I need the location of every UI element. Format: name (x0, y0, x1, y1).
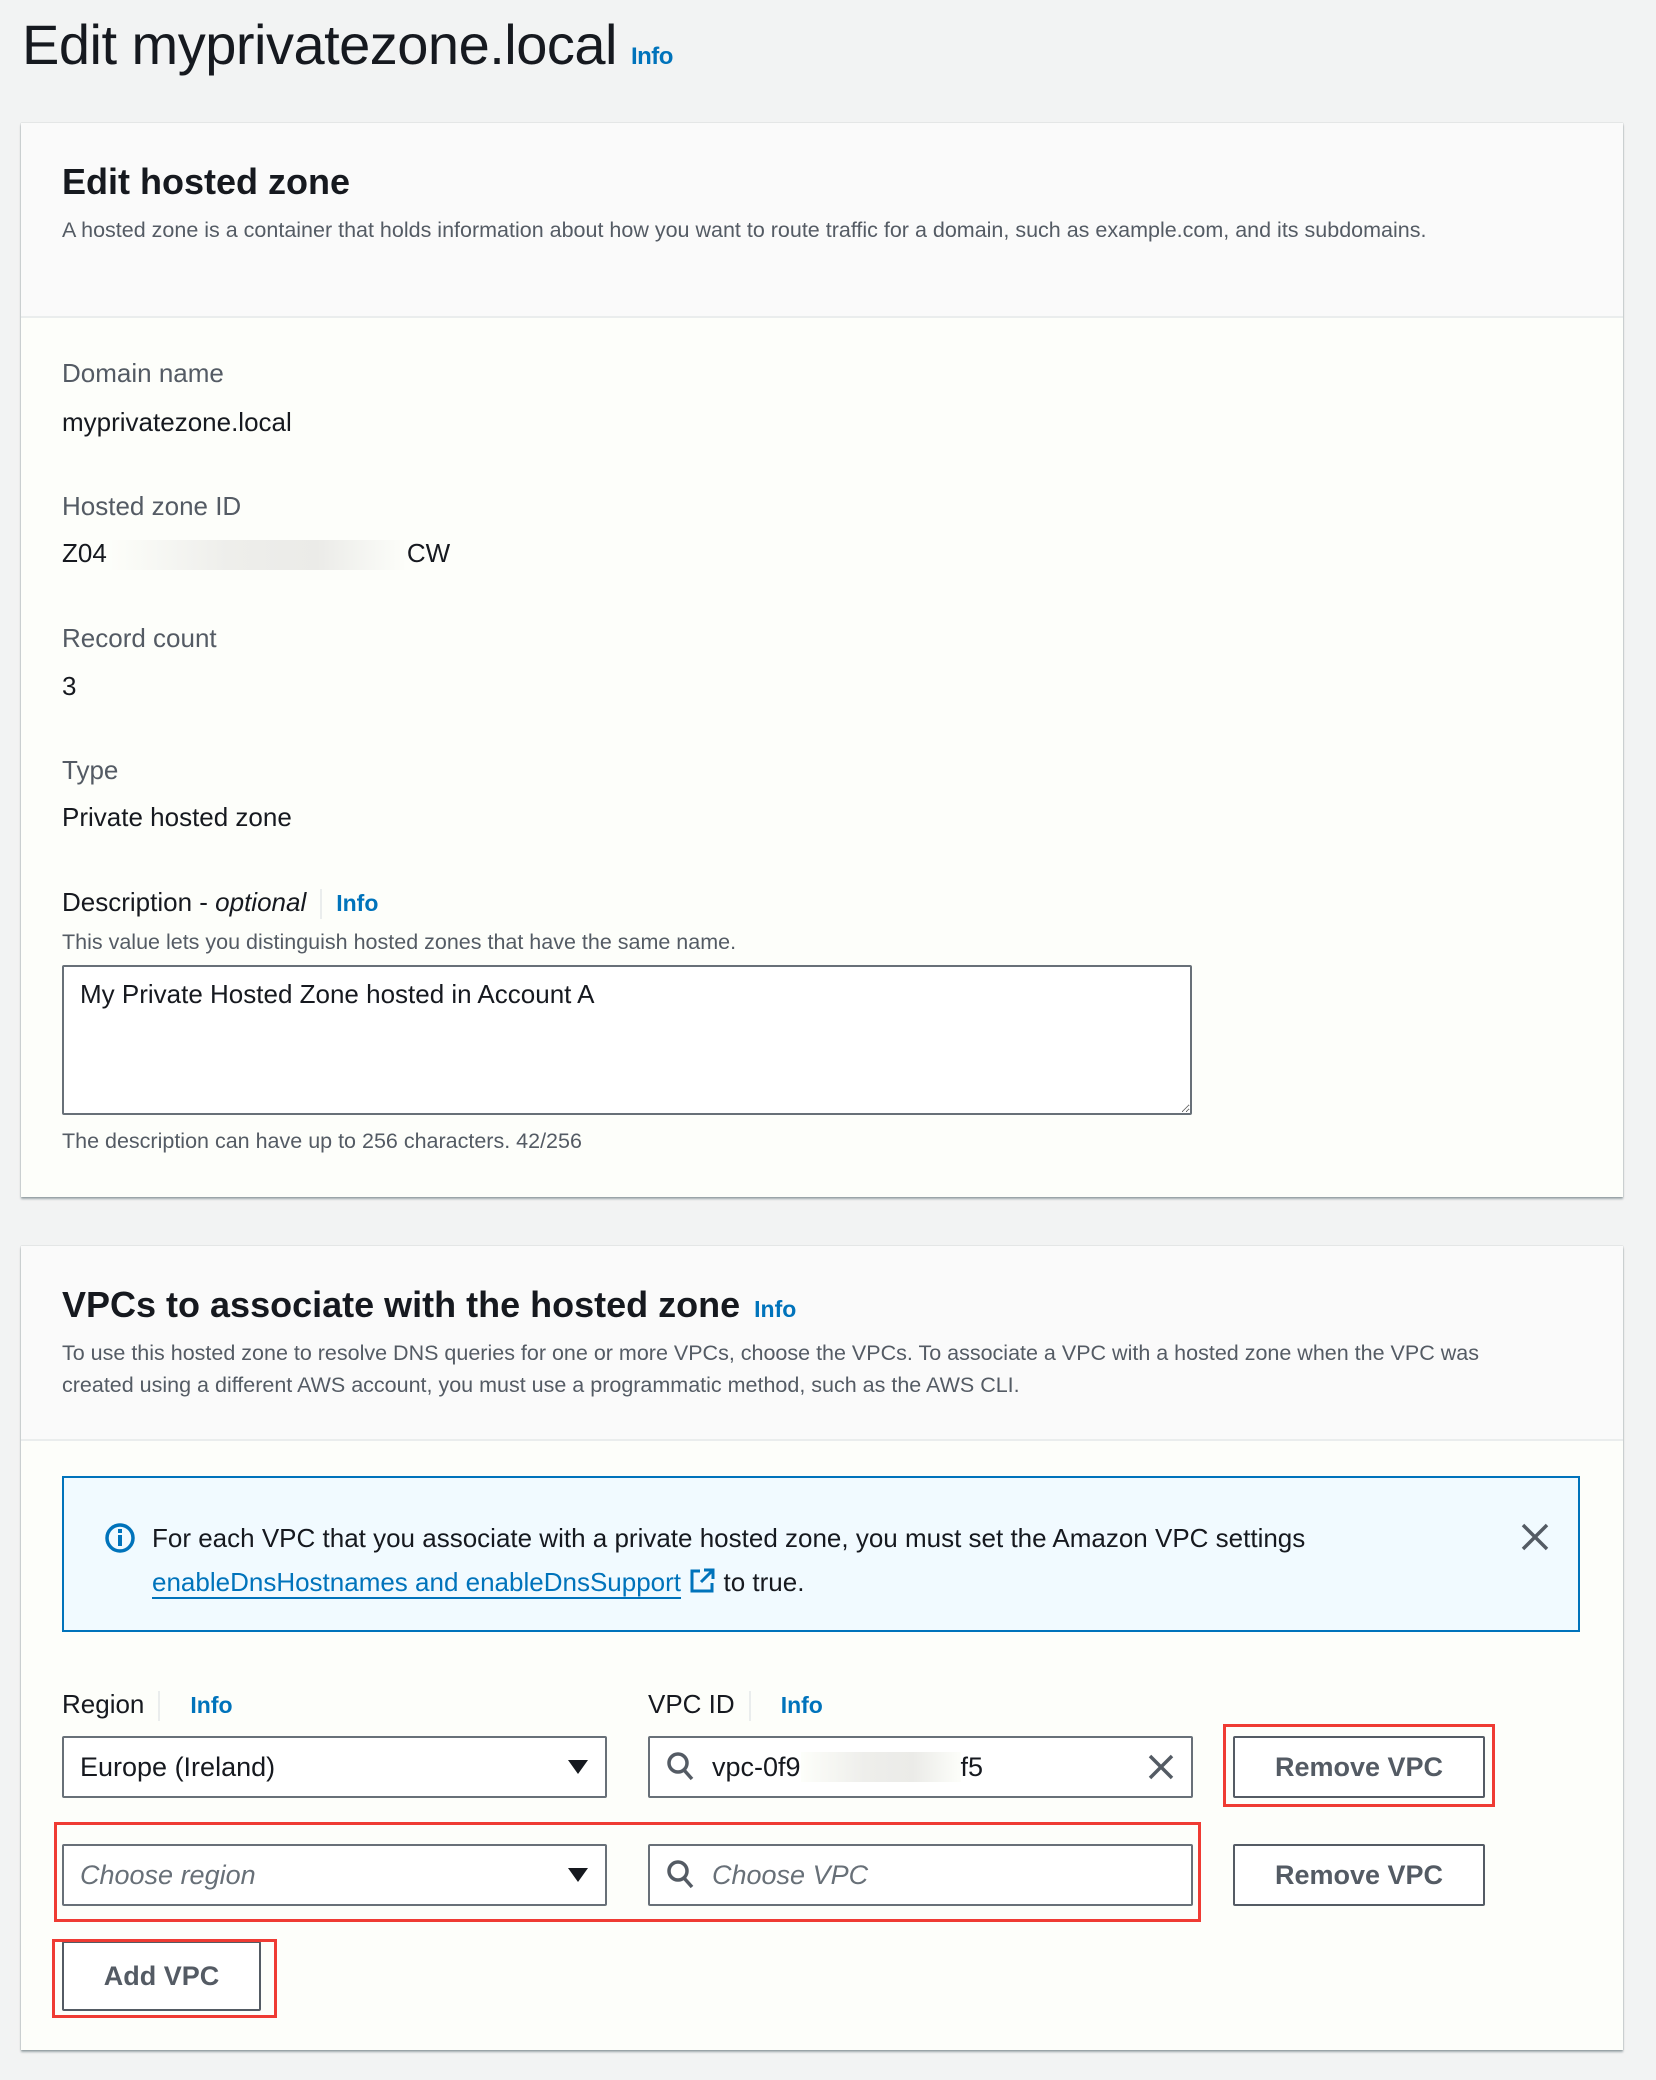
vpcs-panel (21, 1246, 1623, 2050)
zone-id-prefix: Z04 (62, 538, 107, 568)
add-vpc-button[interactable]: Add VPC (62, 1941, 261, 2011)
zone-id-label: Hosted zone ID (62, 491, 242, 521)
domain-name-value: myprivatezone.local (62, 407, 292, 437)
vpc-id-input[interactable] (648, 1736, 1193, 1798)
page-title-text: Edit myprivatezone.local (22, 13, 617, 76)
description-info-link[interactable]: Info (336, 890, 379, 916)
search-icon (666, 1751, 696, 1783)
region-select[interactable] (62, 1736, 607, 1798)
record-count-value: 3 (62, 671, 77, 701)
divider (158, 1691, 160, 1721)
alert-text-end: to true. (723, 1567, 805, 1597)
region-placeholder: Choose region (80, 1859, 256, 1890)
region-info-link[interactable]: Info (190, 1692, 233, 1718)
panel-heading (62, 1284, 796, 1326)
description-label-text: Description - (62, 887, 216, 917)
highlight-box (54, 1822, 1201, 1922)
record-count-label: Record count (62, 623, 217, 653)
highlight-box (1223, 1724, 1495, 1807)
vpc-id-label-text: VPC ID (648, 1689, 735, 1719)
remove-vpc-button[interactable]: Remove VPC (1233, 1736, 1485, 1798)
region-value: Europe (Ireland) (80, 1751, 276, 1782)
vpc-info-link[interactable]: Info (780, 1692, 823, 1718)
type-value: Private hosted zone (62, 802, 292, 832)
vpcs-info-link[interactable]: Info (754, 1296, 797, 1322)
dns-settings-link[interactable]: enableDnsHostnames and enableDnsSupport (152, 1567, 682, 1597)
description-label (62, 887, 378, 919)
optional-text: optional (215, 887, 307, 917)
vpc-placeholder: Choose VPC (712, 1859, 869, 1890)
vpc-id-label (648, 1689, 823, 1721)
panel-heading: Edit hosted zone (62, 161, 350, 202)
highlight-box (52, 1939, 277, 2018)
type-label: Type (62, 755, 119, 785)
caret-down-icon (567, 1758, 589, 1776)
info-alert (62, 1476, 1580, 1632)
vpcs-heading-text: VPCs to associate with the hosted zone (62, 1284, 741, 1325)
region-label-text: Region (62, 1689, 145, 1719)
panel-description: To use this hosted zone to resolve DNS queries for one or more VPCs, choose the VPCs. To associate a VPC with a hosted zone when the VPC was created using a different AWS account, you must use a programmatic method, such as the AWS CLI. (62, 1341, 1479, 1397)
page-info-link[interactable]: Info (630, 43, 673, 70)
panel-header (21, 1246, 1623, 1441)
external-link-icon (688, 1567, 716, 1595)
page-title (22, 12, 673, 77)
panel-header (21, 123, 1623, 318)
redaction (107, 540, 407, 570)
remove-vpc-button[interactable]: Remove VPC (1233, 1844, 1485, 1906)
alert-text (152, 1516, 1305, 1604)
vpc-id-prefix: vpc-0f9 (712, 1751, 801, 1782)
description-hint: This value lets you distinguish hosted zones that have the same name. (62, 930, 737, 954)
description-constraint: The description can have up to 256 characters. 42/256 (62, 1129, 582, 1153)
panel-description: A hosted zone is a container that holds information about how you want to route traffic for a domain, such as example.com, and its subdomains. (62, 218, 1427, 242)
redaction (801, 1752, 961, 1782)
description-input[interactable] (62, 965, 1192, 1115)
alert-text-line: For each VPC that you associate with a private hosted zone, you must set the Amazon VPC settings (152, 1523, 1306, 1553)
domain-name-label: Domain name (62, 358, 224, 388)
edit-hosted-zone-panel (21, 123, 1623, 1197)
clear-icon[interactable] (1147, 1753, 1175, 1781)
zone-id-value (62, 538, 450, 570)
divider (320, 889, 322, 919)
close-icon[interactable] (1520, 1522, 1550, 1552)
region-label (62, 1689, 233, 1721)
vpc-id-suffix: f5 (960, 1751, 984, 1782)
zone-id-suffix: CW (406, 538, 451, 568)
info-circle-icon (104, 1522, 136, 1554)
divider (749, 1691, 751, 1721)
